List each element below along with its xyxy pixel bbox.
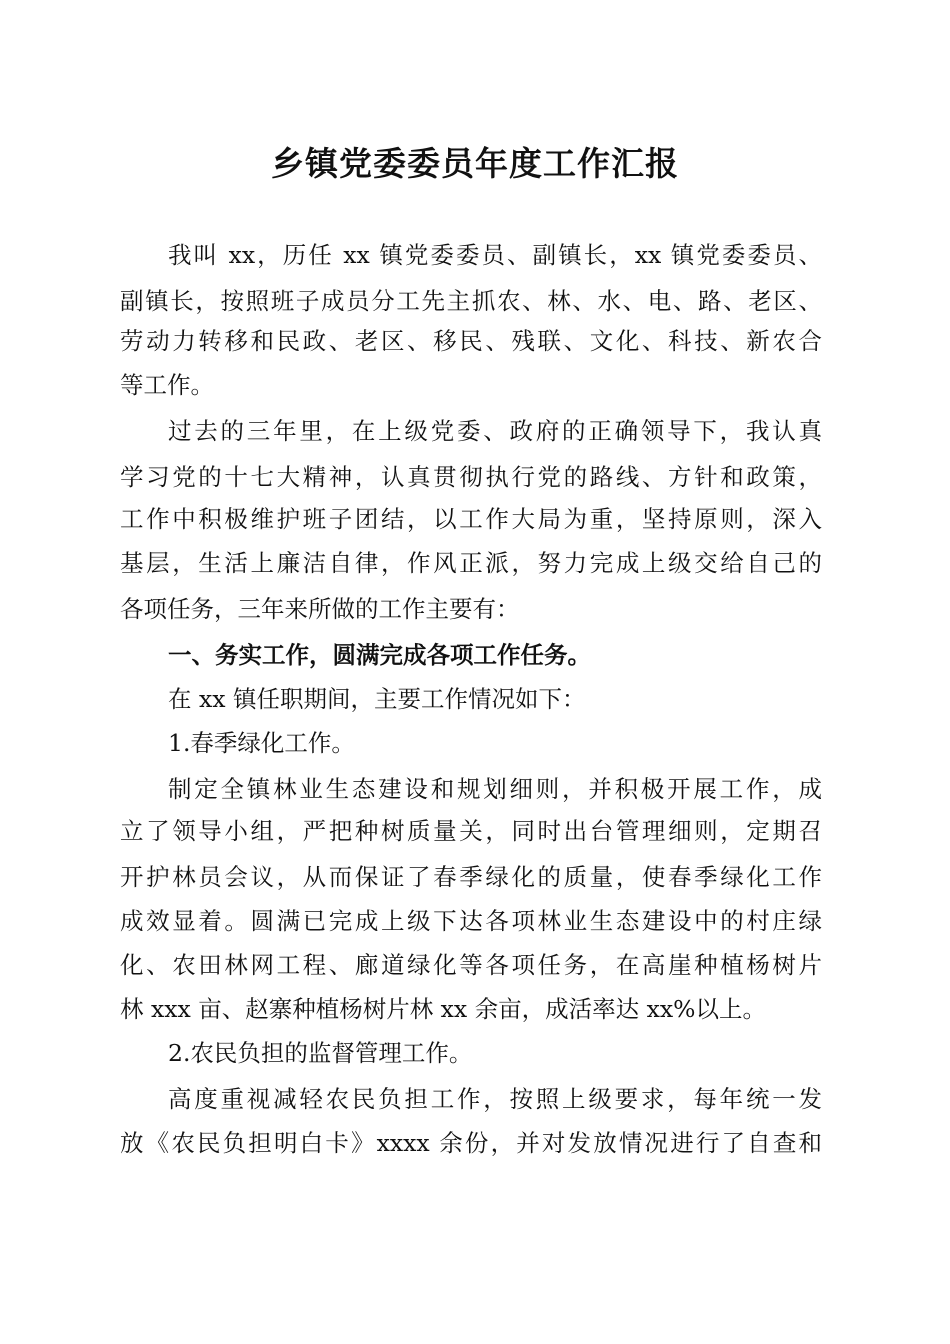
paragraph-line: 成效显着。圆满已完成上级下达各项林业生态建设中的村庄绿 — [120, 907, 822, 935]
paragraph-line: 工作中积极维护班子团结，以工作大局为重，坚持原则，深入 — [120, 505, 822, 533]
paragraph-line: 高度重视减轻农民负担工作，按照上级要求，每年统一发 — [168, 1085, 822, 1113]
paragraph-line: 基层，生活上廉洁自律，作风正派，努力完成上级交给自己的 — [120, 549, 822, 577]
subsection-heading: 1.春季绿化工作。 — [168, 729, 355, 757]
paragraph-line: 劳动力转移和民政、老区、移民、残联、文化、科技、新农合 — [120, 327, 822, 355]
paragraph-line: 化、农田林网工程、廊道绿化等各项任务，在高崖种植杨树片 — [120, 951, 822, 979]
paragraph-line: 开护林员会议，从而保证了春季绿化的质量，使春季绿化工作 — [120, 863, 822, 891]
paragraph-line: 等工作。 — [120, 371, 214, 399]
paragraph-line: 在 xx 镇任职期间，主要工作情况如下： — [168, 685, 586, 713]
paragraph-line: 副镇长，按照班子成员分工先主抓农、林、水、电、路、老区、 — [120, 287, 822, 315]
paragraph-line: 放《农民负担明白卡》xxxx 余份，并对发放情况进行了自查和 — [120, 1129, 822, 1157]
paragraph-line: 林 xxx 亩、赵寨种植杨树片林 xx 余亩，成活率达 xx%以上。 — [120, 995, 766, 1023]
paragraph-line: 制定全镇林业生态建设和规划细则，并积极开展工作，成 — [168, 775, 822, 803]
paragraph-line: 我叫 xx，历任 xx 镇党委委员、副镇长，xx 镇党委委员、 — [168, 241, 822, 269]
subsection-heading: 2.农民负担的监督管理工作。 — [168, 1039, 473, 1067]
paragraph-line: 各项任务，三年来所做的工作主要有： — [120, 595, 520, 623]
section-heading: 一、务实工作，圆满完成各项工作任务。 — [168, 641, 591, 669]
paragraph-line: 过去的三年里，在上级党委、政府的正确领导下，我认真 — [168, 417, 822, 445]
paragraph-line: 立了领导小组，严把种树质量关，同时出台管理细则，定期召 — [120, 817, 822, 845]
document-title: 乡镇党委委员年度工作汇报 — [271, 144, 679, 183]
paragraph-line: 学习党的十七大精神，认真贯彻执行党的路线、方针和政策， — [120, 463, 822, 491]
